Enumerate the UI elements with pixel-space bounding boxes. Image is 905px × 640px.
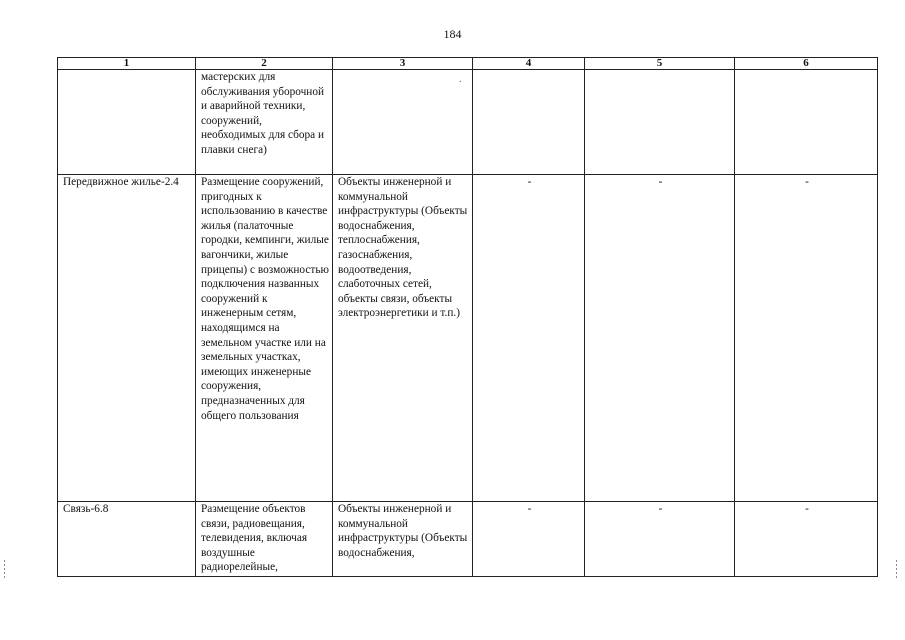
row-1-cell-use-type [58,70,196,175]
column-header-3: 3 [333,58,473,70]
table-row [58,175,878,502]
page-number: 184 [443,27,462,41]
row-2-cell-4: - [473,175,585,502]
row-1-cell-5 [585,70,735,175]
table-header-row [58,58,878,70]
row-2-cell-6: - [735,175,878,502]
row-3-cell-description: Размещение объектов связи, радиовещания, телевидения, включая воздушные радиорелейные, [196,502,333,577]
row-2-cell-use-type: Передвижное жилье-2.4 [58,175,196,502]
scan-margin-mark-right [896,560,897,578]
column-header-2: 2 [196,58,333,70]
row-3-cell-5: - [585,502,735,577]
column-header-6: 6 [735,58,878,70]
row-1-cell-6 [735,70,878,175]
column-header-5: 5 [585,58,735,70]
row-2-cell-5: - [585,175,735,502]
column-header-4: 4 [473,58,585,70]
table-row [58,70,878,175]
row-1-cell-description: мастерских для обслуживания уборочной и аварийной техники, сооружений, необходимых для сбора и плавки снега) [196,70,333,175]
row-3-cell-6: - [735,502,878,577]
column-header-1: 1 [58,58,196,70]
row-3-cell-use-type: Связь-6.8 [58,502,196,577]
row-1-cell-4 [473,70,585,175]
row-2-cell-auxiliary: Объекты инженерной и коммунальной инфраструктуры (Объекты водоснабжения, теплоснабжения, газоснабжения, водоотведения, слаботочных сетей, объекты связи, объекты электроэнергетики и т.п.) [333,175,473,502]
land-use-table [57,57,878,577]
scan-margin-mark-left [4,560,5,578]
row-3-cell-4: - [473,502,585,577]
row-2-cell-description: Размещение сооружений, пригодных к использованию в качестве жилья (палаточные городки, кемпинги, жилые вагончики, жилые прицепы) с возможностью подключения названных сооружений к инженерным сетям, находящимся на земельном участке или на земельных участках, имеющих инженерные сооружения, предназначенных для общего пользования [196,175,333,502]
row-3-cell-auxiliary: Объекты инженерной и коммунальной инфраструктуры (Объекты водоснабжения, [333,502,473,577]
scan-speck: . [459,74,462,85]
row-1-cell-auxiliary [333,70,473,175]
table-row [58,502,878,577]
